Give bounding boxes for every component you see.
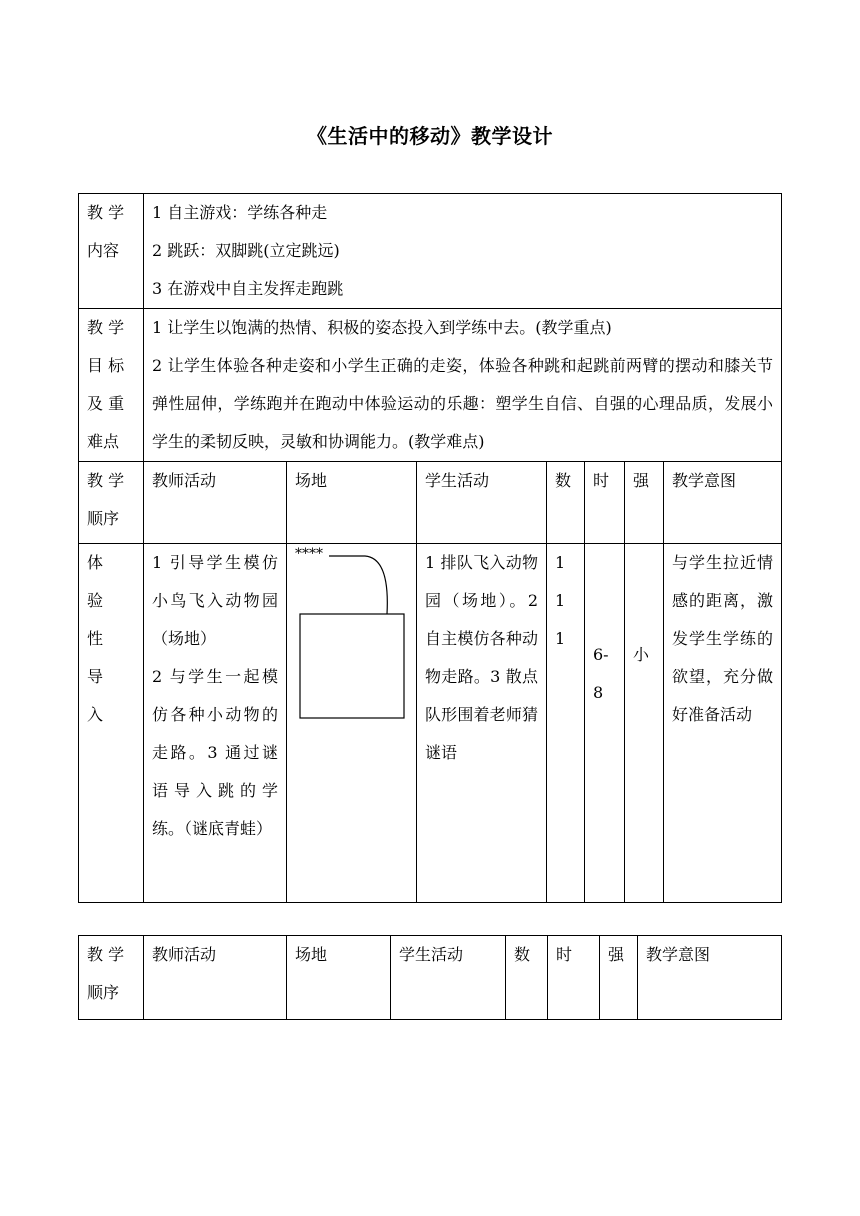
- student-marks: ****: [295, 546, 323, 562]
- header-student: 学生活动: [417, 462, 547, 544]
- second-header-intensity: 强: [600, 936, 638, 1020]
- second-header-count: 数: [506, 936, 548, 1020]
- content-label: 教 学 内容: [79, 194, 144, 309]
- intro-venue: [287, 544, 417, 903]
- intro-count: 1 1 1: [547, 544, 585, 903]
- header-intensity: 强: [625, 462, 664, 544]
- header-count: 数: [547, 462, 585, 544]
- second-header-teacher: 教师活动: [144, 936, 287, 1020]
- content-lines: 1 自主游戏：学练各种走 2 跳跃：双脚跳(立定跳远) 3 在游戏中自主发挥走跑跳: [144, 194, 782, 309]
- intro-intent: 与学生拉近情感的距离，激发学生学练的欲望，充分做好准备活动: [664, 544, 782, 903]
- header-time: 时: [585, 462, 625, 544]
- intro-intensity: 小: [625, 544, 664, 903]
- venue-diagram: [295, 544, 408, 894]
- second-header-venue: 场地: [287, 936, 391, 1020]
- field-rectangle: [300, 614, 404, 718]
- path-line: [329, 556, 387, 614]
- intro-time: 6- 8: [585, 544, 625, 903]
- second-header-time: 时: [548, 936, 600, 1020]
- goals-text: 1 让学生以饱满的热情、积极的姿态投入到学练中去。(教学重点) 2 让学生体验各种走姿和小学生正确的走姿，体验各种跳和起跳前两臂的摆动和膝关节弹性屈伸，学练跑并在跑动中体验运动的乐趣：塑学生自信、自强的心理品质，发展小学生的柔韧反映，灵敏和协调能力。(教学难点): [144, 309, 782, 462]
- second-table: [78, 935, 782, 1020]
- second-header-student: 学生活动: [391, 936, 506, 1020]
- header-sequence: 教 学 顺序: [79, 462, 144, 544]
- header-teacher: 教师活动: [144, 462, 287, 544]
- second-header-intent: 教学意图: [638, 936, 782, 1020]
- content-row: [79, 194, 782, 309]
- lesson-plan-table: [78, 193, 782, 903]
- goals-label: 教 学 目 标 及 重 难点: [79, 309, 144, 462]
- intro-student-activity: 1 排队飞入动物园（场地）。2 自主模仿各种动物走路。3 散点队形围着老师猜谜语: [417, 544, 547, 903]
- table-header-row: [79, 462, 782, 544]
- header-venue: 场地: [287, 462, 417, 544]
- intro-teacher-activity: 1 引导学生模仿小鸟飞入动物园（场地） 2 与学生一起模仿各种小动物的走路。3 通过谜语导入跳的学练。（谜底青蛙）: [144, 544, 287, 903]
- second-header-row: [79, 936, 782, 1020]
- goals-row: [79, 309, 782, 462]
- field-sketch: [295, 544, 409, 744]
- header-intent: 教学意图: [664, 462, 782, 544]
- intro-row: [79, 544, 782, 903]
- page-title: 《生活中的移动》教学设计: [307, 124, 553, 148]
- intro-sequence: 体 验 性 导 入: [79, 544, 144, 903]
- second-header-sequence: 教 学 顺序: [79, 936, 144, 1020]
